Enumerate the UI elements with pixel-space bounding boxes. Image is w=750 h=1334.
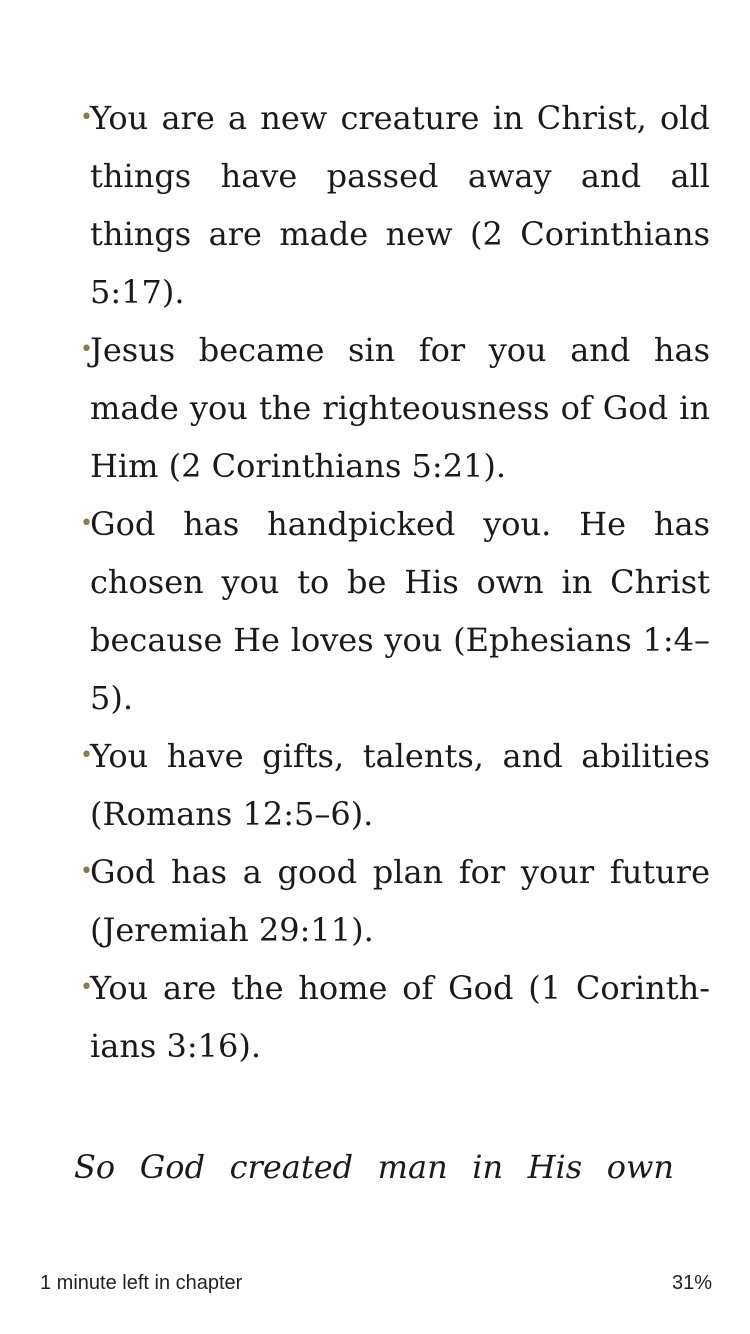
list-item <box>40 495 710 727</box>
list-item <box>40 843 710 959</box>
page-content <box>40 89 710 1075</box>
bullet-dot-icon: • <box>80 337 93 362</box>
list-item-text: You are the home of God (1 Corinthians 3:16). <box>90 969 710 1065</box>
list-item-text: You are a new creature in Christ, old things have passed away and all things are made new (2 Corinthians 5:17). <box>90 99 710 311</box>
bullet-dot-icon: • <box>80 975 93 1000</box>
list-item-text: You have gifts, talents, and abilities (Romans 12:5–6). <box>90 737 710 833</box>
list-item <box>40 89 710 321</box>
bullet-list <box>40 89 710 1075</box>
scripture-quote: So God created man in His own <box>74 1148 674 1186</box>
list-item-text: God has a good plan for your future (Jeremiah 29:11). <box>90 853 710 949</box>
bullet-dot-icon: • <box>80 859 93 884</box>
bullet-dot-icon: • <box>80 511 93 536</box>
list-item-text: Jesus became sin for you and has made you the righteousness of God in Him (2 Corinthians 5:21). <box>90 331 710 485</box>
progress-percent: 31% <box>671 1271 712 1294</box>
list-item <box>40 321 710 495</box>
list-item <box>40 727 710 843</box>
bullet-dot-icon: • <box>80 105 93 130</box>
reading-footer <box>40 1268 712 1298</box>
bullet-dot-icon: • <box>80 743 93 768</box>
list-item <box>40 959 710 1075</box>
list-item-text: God has handpicked you. He has chosen you to be His own in Christ because He loves you (Ephesians 1:4–5). <box>90 505 710 717</box>
time-left-label: 1 minute left in chapter <box>40 1271 243 1294</box>
